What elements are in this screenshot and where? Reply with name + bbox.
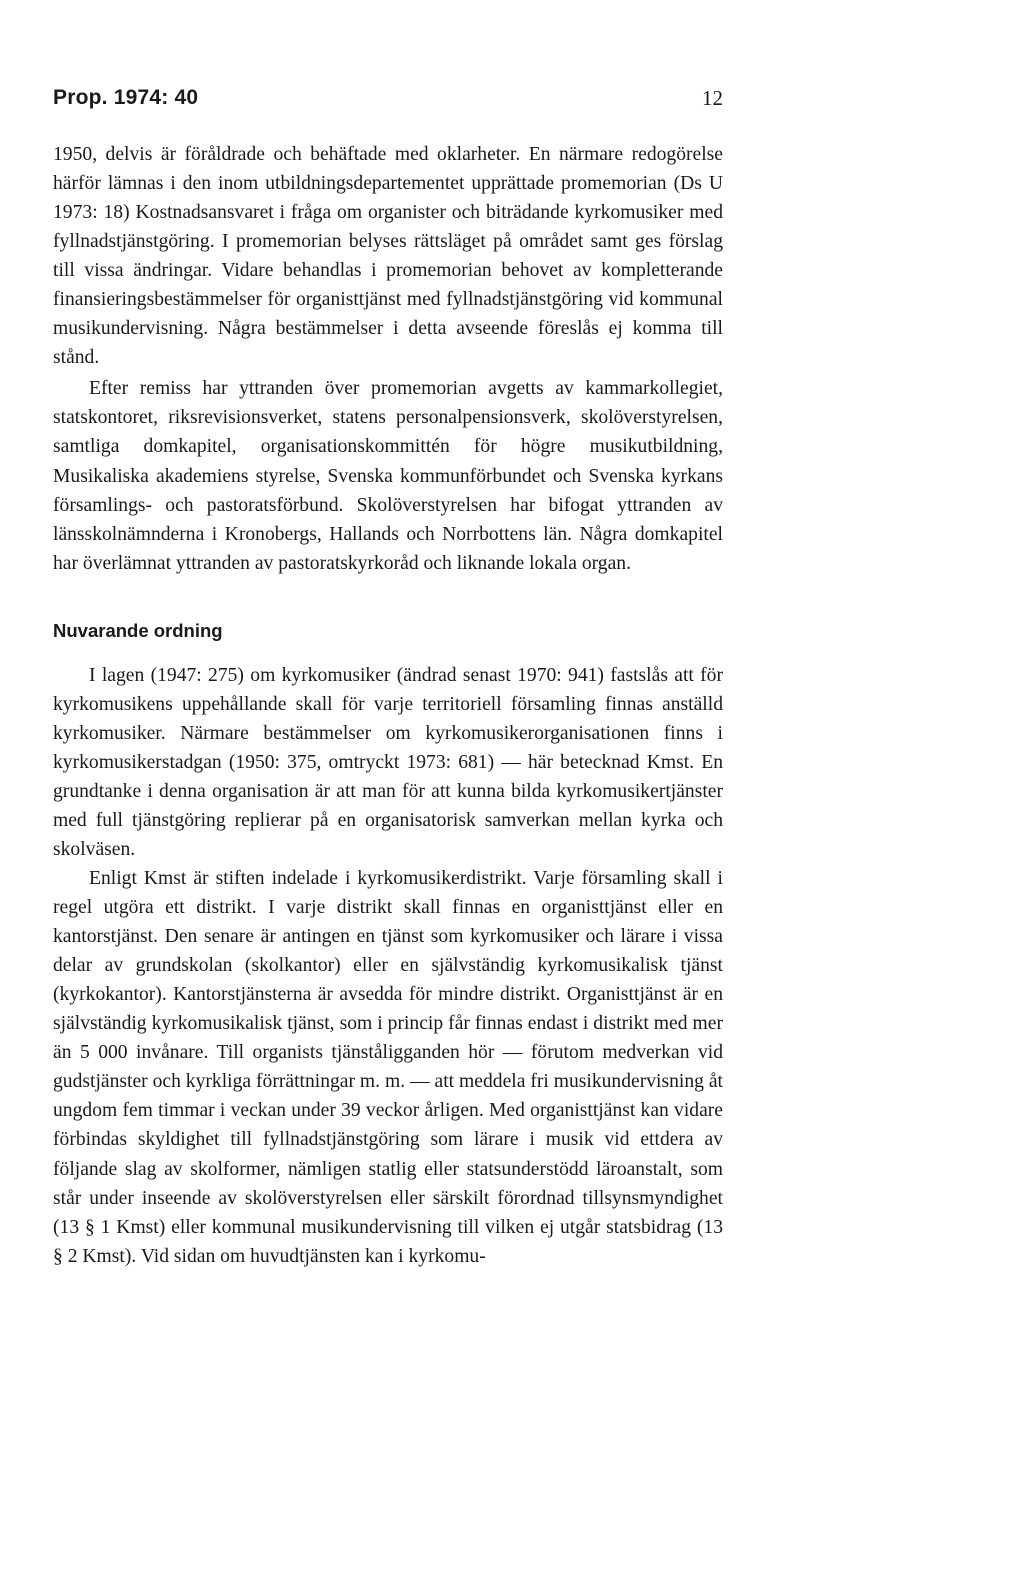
page-header <box>53 86 723 118</box>
document-reference: Prop. 1974: 40 <box>53 86 199 109</box>
section-heading: Nuvarande ordning <box>53 619 223 641</box>
body-text <box>53 140 723 1271</box>
paragraph-remiss: Efter remiss har yttranden över promemorian avgetts av kammarkollegiet, statskontoret, riksrevisionsverket, statens personalpensionsverk, skolöverstyrelsen, samtliga domkapitel, organisationskommittén för högre musikutbildning, Musikaliska akademiens styrelse, Svenska kommunförbundet och Svenska kyrkans församlings- och pastoratsförbund. Skolöverstyrelsen har bifogat yttranden av länsskolnämnderna i Kronobergs, Hallands och Norrbottens län. Några domkapitel har överlämnat yttranden av pastoratskyrkoråd och liknande lokala organ. <box>53 378 723 574</box>
paragraph-intro: 1950, delvis är föråldrade och behäftade med oklarheter. En närmare redogörelse härför lämnas i den inom utbildningsdepartementet upprättade promemorian (Ds U 1973: 18) Kostnadsansvaret i fråga om organister och biträdande kyrkomusiker med fyllnadstjänstgöring. I promemorian belyses rättsläget på området samt ges förslag till vissa ändringar. Vidare behandlas i promemorian behovet av kompletterande finansieringsbestämmelser för organisttjänst med fyllnadstjänstgöring vid kommunal musikundervisning. Några bestämmelser i detta avseende föreslås ej komma till stånd. <box>53 144 723 369</box>
paragraph-lagen: I lagen (1947: 275) om kyrkomusiker (ändrad senast 1970: 941) fastslås att för kyrkomusikens uppehållande skall för varje territoriell församling finnas anställd kyrkomusiker. Närmare bestämmelser om kyrkomusikerorganisationen finns i kyrkomusikerstadgan (1950: 375, omtryckt 1973: 681) — här betecknad Kmst. En grundtanke i denna organisation är att man för att kunna bilda kyrkomusikertjänster med full tjänstgöring replierar på en organisatorisk samverkan mellan kyrka och skolväsen. <box>53 664 723 860</box>
paragraph-kmst: Enligt Kmst är stiften indelade i kyrkomusikerdistrikt. Varje församling skall i regel utgöra ett distrikt. I varje distrikt skall finnas en organisttjänst eller en kantorstjänst. Den senare är antingen en tjänst som kyrkomusiker och lärare i vissa delar av grundskolan (skolkantor) eller en självständig kyrkomusikalisk tjänst (kyrkokantor). Kantorstjänsterna är avsedda för mindre distrikt. Organisttjänst är en självständig kyrkomusikalisk tjänst, som i princip får finnas endast i distrikt med mer än 5 000 invånare. Till organists tjänståligganden hör — förutom medverkan vid gudstjänster och kyrkliga förrättningar m. m. — att meddela fri musikundervisning åt ungdom fem timmar i veckan under 39 veckor årligen. Med organisttjänst kan vidare förbindas skyldighet till fyllnadstjänstgöring som lärare i musik vid ettdera av följande slag av skolformer, nämligen statlig eller statsunderstödd läroanstalt, som står under inseende av skolöverstyrelsen eller särskilt förordnad tillsynsmyndighet (13 § 1 Kmst) eller kommunal musikundervisning till vilken ej utgår statsbidrag (13 § 2 Kmst). Vid sidan om huvudtjänsten kan i kyrkomu- <box>53 868 723 1267</box>
page-number: 12 <box>702 86 723 110</box>
